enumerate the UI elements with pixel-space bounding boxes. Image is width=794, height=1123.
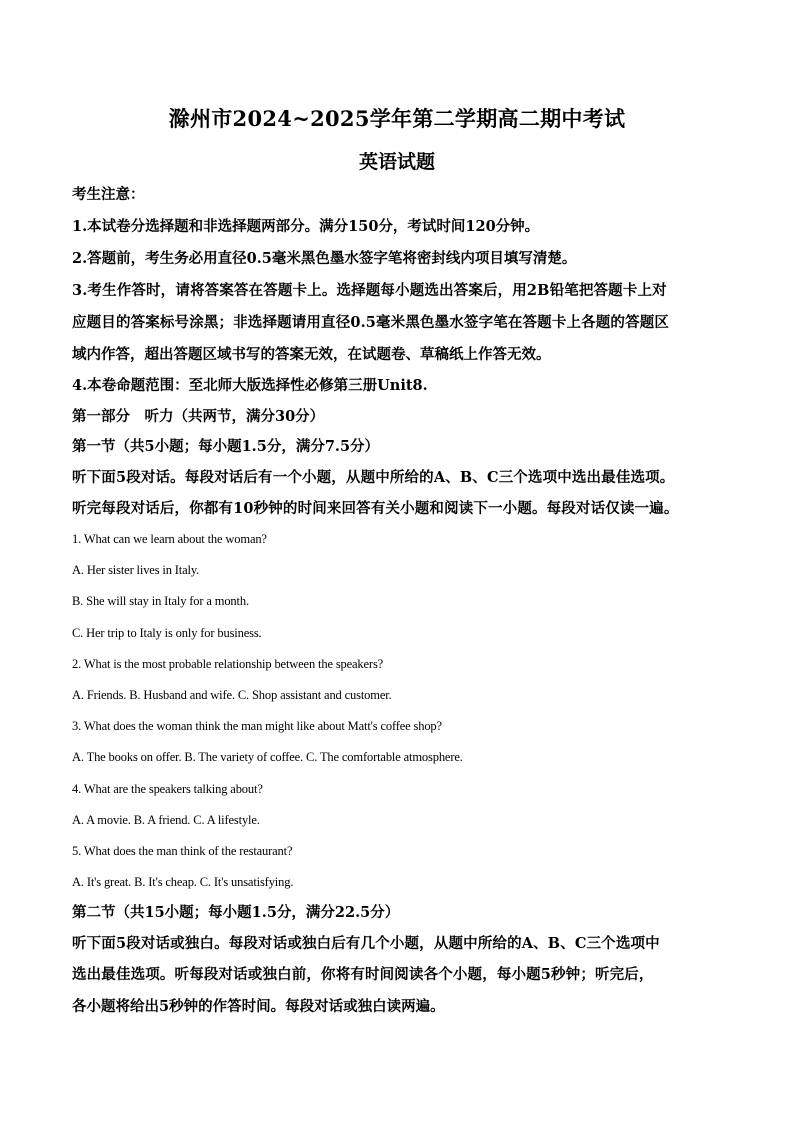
notice-item-3-line-1: 3.考生作答时，请将答案答在答题卡上。选择题每小题选出答案后，用2B铅笔把答题卡上对 — [72, 282, 667, 299]
notice-item-3-line-2: 应题目的答案标号涂黑；非选择题请用直径0.5毫米黑色墨水签字笔在答题卡上各题的答题区 — [72, 314, 670, 331]
notice-item-4: 4.本卷命题范围：至北师大版选择性必修第三册Unit8. — [72, 377, 428, 394]
section1-instructions-line-1: 听下面5段对话。每段对话后有一个小题，从题中所给的A、B、C三个选项中选出最佳选项。 — [72, 469, 675, 486]
question-5-options: A. It's great. B. It's cheap. C. It's unsatisfying. — [72, 875, 294, 889]
notice-heading: 考生注意： — [72, 186, 145, 203]
question-1-option-a: A. Her sister lives in Italy. — [72, 563, 200, 577]
question-3: 3. What does the woman think the man might like about Matt's coffee shop? — [72, 719, 442, 733]
question-3-options: A. The books on offer. B. The variety of coffee. C. The comfortable atmosphere. — [72, 750, 463, 764]
question-4-options: A. A movie. B. A friend. C. A lifestyle. — [72, 813, 260, 827]
question-5: 5. What does the man think of the restaurant? — [72, 844, 293, 858]
question-1-option-b: B. She will stay in Italy for a month. — [72, 594, 249, 608]
notice-item-1: 1.本试卷分选择题和非选择题两部分。满分150分，考试时间120分钟。 — [72, 218, 540, 235]
page-subtitle: 英语试题 — [358, 151, 435, 173]
notice-item-3-line-3: 域内作答，超出答题区域书写的答案无效，在试题卷、草稿纸上作答无效。 — [72, 346, 551, 363]
question-4: 4. What are the speakers talking about? — [72, 782, 263, 796]
section1-heading: 第一节（共5小题；每小题1.5分，满分7.5分） — [72, 438, 380, 455]
question-1: 1. What can we learn about the woman? — [72, 532, 267, 546]
section2-instructions-line-2: 选出最佳选项。听每段对话或独白前，你将有时间阅读各个小题，每小题5秒钟；听完后， — [72, 966, 654, 983]
part1-heading: 第一部分 听力（共两节，满分30分） — [72, 408, 325, 425]
question-2: 2. What is the most probable relationship between the speakers? — [72, 657, 384, 671]
section1-instructions-line-2: 听完每段对话后，你都有10秒钟的时间来回答有关小题和阅读下一小题。每段对话仅读一遍。 — [72, 500, 679, 517]
section2-instructions-line-1: 听下面5段对话或独白。每段对话或独白后有几个小题，从题中所给的A、B、C三个选项中 — [72, 935, 660, 952]
notice-item-2: 2.答题前，考生务必用直径0.5毫米黑色墨水签字笔将密封线内项目填写清楚。 — [72, 250, 577, 267]
page-title: 滁州市2024~2025学年第二学期高二期中考试 — [168, 106, 626, 131]
question-2-options: A. Friends. B. Husband and wife. C. Shop assistant and customer. — [72, 688, 392, 702]
question-1-option-c: C. Her trip to Italy is only for business. — [72, 626, 262, 640]
section2-heading: 第二节（共15小题；每小题1.5分，满分22.5分） — [72, 904, 400, 921]
section2-instructions-line-3: 各小题将给出5秒钟的作答时间。每段对话或独白读两遍。 — [72, 998, 445, 1015]
